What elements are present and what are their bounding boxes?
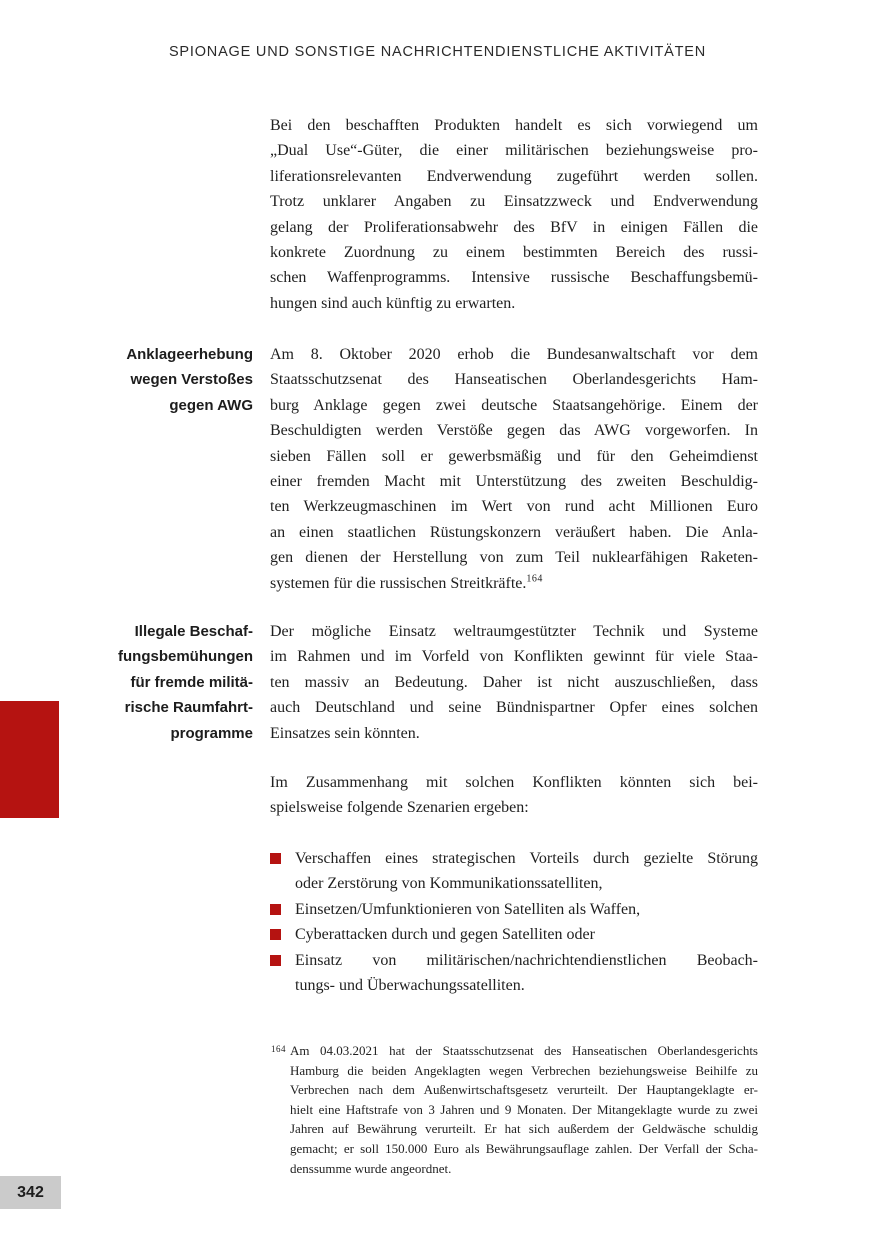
body-paragraph-1 <box>270 113 758 316</box>
text-line: einer fremden Macht mit Unterstützung des zweiten Beschuldig- <box>270 473 758 491</box>
text-line: gelang der Proliferationsabwehr des BfV in einigen Fällen die <box>270 218 758 236</box>
bullet-item-3-text <box>295 922 758 947</box>
text-line: Bei den beschafften Produkten handelt es sich vorwiegend um <box>270 117 758 134</box>
text-line: programme <box>170 724 253 742</box>
running-head: SPIONAGE UND SONSTIGE NACHRICHTENDIENSTLICHE AKTIVITÄTEN <box>168 44 707 60</box>
footnote-text <box>270 1041 758 1178</box>
text-line: gemacht; er soll 150.000 Euro als Bewährungsauflage zahlen. Der Verfall der Scha- <box>290 1140 758 1156</box>
body-paragraph-3 <box>270 619 758 746</box>
text-line: ten Werkzeugmaschinen im Wert von rund acht Millionen Euro <box>270 498 758 516</box>
text-line: „Dual Use“-Güter, die einer militärischen beziehungsweise pro- <box>270 142 758 160</box>
text-line: denssumme wurde angeordnet. <box>290 1160 452 1176</box>
text-line: Jahren auf Bewährung verurteilt. Er hat sich außerdem der Geldwäsche schuldig <box>290 1121 758 1137</box>
text-line: liferationsrelevanten Endverwendung zugeführt werden sollen. <box>270 167 758 185</box>
text-line: Einsatzes sein könnten. <box>270 724 420 742</box>
text-line: hielt eine Haftstrafe von 3 Jahren und 9 Monaten. Der Mitangeklagte wurde zu zwei <box>290 1101 758 1117</box>
bullet-item-4 <box>270 948 758 999</box>
text-line: schen Waffenprogramms. Intensive russische Beschaffungsbemü- <box>270 269 758 287</box>
footnote-marker: 164 <box>271 1044 286 1054</box>
text-line: Am 8. Oktober 2020 erhob die Bundesanwaltschaft vor dem <box>270 346 758 363</box>
red-square-bullet-icon <box>270 929 281 940</box>
text-line: Beschuldigten werden Verstöße gegen das AWG vorgeworfen. In <box>270 422 758 440</box>
text-line: im Rahmen und im Vorfeld von Konflikten gewinnt für viele Staa- <box>270 648 758 666</box>
text-line: an einen staatlichen Rüstungskonzern veräußert haben. Die Anla- <box>270 523 758 541</box>
text-line: Illegale Beschaf- <box>134 623 253 640</box>
text-line: oder Zerstörung von Kommunikationssatelliten, <box>295 875 603 893</box>
scenario-bullet-list <box>270 846 758 998</box>
bullet-item-1 <box>270 846 758 897</box>
bullet-item-4-text <box>295 948 758 999</box>
bullet-item-2 <box>270 897 758 922</box>
body-paragraph-2 <box>270 342 758 596</box>
chapter-thumb-index-red-block <box>0 701 59 818</box>
text-line: fungsbemühungen <box>118 648 253 666</box>
text-line: Verbrechen nach dem Außenwirtschaftsgesetz verurteilt. Der Hauptangeklagte er- <box>290 1082 758 1098</box>
bullet-item-1-text <box>295 846 758 897</box>
bullet-item-2-text <box>295 897 758 922</box>
text-line: für fremde militä- <box>130 673 253 691</box>
margin-note-illegale-beschaffung <box>63 619 253 746</box>
text-line: Im Zusammenhang mit solchen Konflikten könnten sich bei- <box>270 774 758 791</box>
text-line: systemen für die russischen Streitkräfte.$^{164}$ <box>270 573 543 592</box>
text-line: burg Anklage gegen zwei deutsche Staatsangehörige. Einem der <box>270 396 758 414</box>
text-line: Der mögliche Einsatz weltraumgestützter Technik und Systeme <box>270 623 758 640</box>
text-line: gen dienen der Herstellung von zum Teil nuklearfähigen Raketen- <box>270 549 758 567</box>
text-line: Einsatz von militärischen/nachrichtendienstlichen Beobach- <box>295 951 758 969</box>
text-line: wegen Verstoßes <box>130 371 253 389</box>
text-line: Anklageerhebung <box>126 346 253 363</box>
red-square-bullet-icon <box>270 853 281 864</box>
text-line: spielsweise folgende Szenarien ergeben: <box>270 799 529 817</box>
text-line: Verschaffen eines strategischen Vorteils durch gezielte Störung <box>295 850 758 867</box>
text-line: rische Raumfahrt- <box>124 699 253 717</box>
red-square-bullet-icon <box>270 955 281 966</box>
text-line: Einsetzen/Umfunktionieren von Satelliten als Waffen, <box>295 900 641 918</box>
footnote-164 <box>270 1041 758 1178</box>
bullet-item-3 <box>270 922 758 947</box>
text-line: ten massiv an Bedeutung. Daher ist nicht auszuschließen, dass <box>270 673 758 691</box>
text-line: Trotz unklarer Angaben zu Einsatzzweck und Endverwendung <box>270 193 758 211</box>
text-line: sieben Fällen soll er gewerbsmäßig und für den Geheimdienst <box>270 447 758 465</box>
text-line: auch Deutschland und seine Bündnispartner Opfer eines solchen <box>270 699 758 717</box>
footnote-reference: 164 <box>526 573 543 585</box>
margin-note-anklageerhebung <box>63 342 253 418</box>
text-line: gegen AWG <box>169 396 253 414</box>
red-square-bullet-icon <box>270 904 281 915</box>
text-line: Hamburg die beiden Angeklagten wegen Verbrechen beziehungsweise Beihilfe zu <box>290 1062 758 1078</box>
text-line: hungen sind auch künftig zu erwarten. <box>270 294 516 312</box>
text-line: tungs- und Überwachungssatelliten. <box>295 977 525 995</box>
page-number: 342 <box>0 1176 61 1209</box>
text-line: Staatsschutzsenat des Hanseatischen Oberlandesgerichts Ham- <box>270 371 758 389</box>
body-paragraph-4 <box>270 770 758 821</box>
text-line: Cyberattacken durch und gegen Satelliten oder <box>295 926 595 944</box>
text-line: konkrete Zuordnung zu einem bestimmten Bereich des russi- <box>270 244 758 262</box>
text-line: Am 04.03.2021 hat der Staatsschutzsenat des Hanseatischen Oberlandesgerichts <box>290 1043 758 1058</box>
